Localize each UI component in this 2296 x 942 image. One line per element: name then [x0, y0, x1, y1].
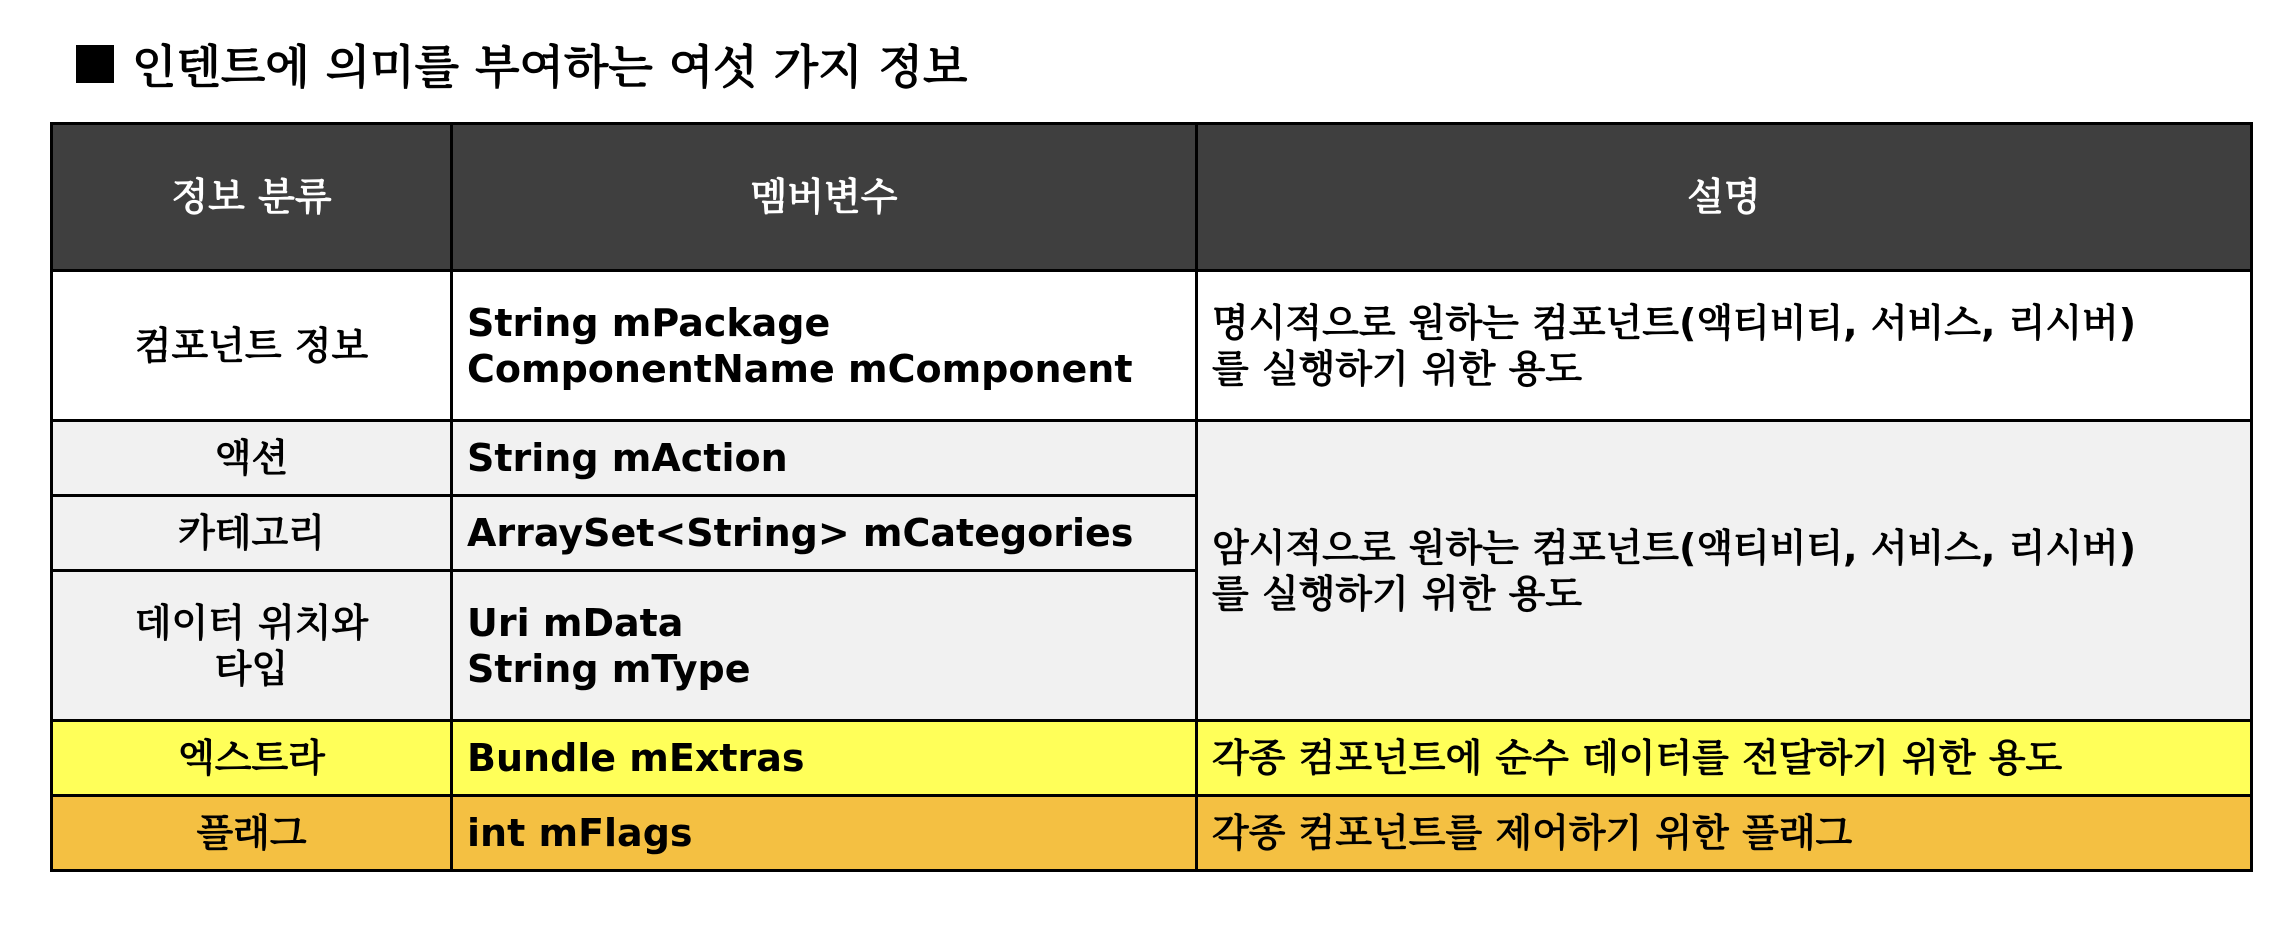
description-cell [1197, 421, 2252, 721]
member-text: Uri mData [467, 600, 684, 645]
member-text: ComponentName mComponent [467, 346, 1133, 391]
description-text: 암시적으로 원하는 컴포넌트(액티비티, 서비스, 리시버) [1212, 525, 2137, 570]
member-cell [452, 571, 1197, 721]
category-cell [52, 421, 452, 496]
description-text: 명시적으로 원하는 컴포넌트(액티비티, 서비스, 리시버) [1212, 300, 2137, 345]
category-cell [52, 571, 452, 721]
category-text: 카테고리 [178, 511, 325, 555]
category-text: 타입 [214, 646, 289, 691]
table-row [52, 796, 2252, 871]
table-row [52, 421, 2252, 496]
category-cell [52, 496, 452, 571]
intent-info-table [50, 122, 2253, 872]
header-category: 정보 분류 [52, 124, 452, 271]
description-cell [1197, 796, 2252, 871]
member-cell [452, 421, 1197, 496]
table-row [52, 271, 2252, 421]
header-member-variable: 멤버변수 [452, 124, 1197, 271]
table-row [52, 721, 2252, 796]
category-text: 엑스트라 [178, 736, 325, 780]
description-cell [1197, 721, 2252, 796]
description-text: 각종 컴포넌트를 제어하기 위한 플래그 [1212, 811, 1853, 855]
member-cell [452, 721, 1197, 796]
square-bullet-icon [76, 45, 114, 83]
member-text: int mFlags [467, 811, 693, 855]
member-text: String mType [467, 646, 751, 691]
page-title [76, 34, 968, 94]
member-cell [452, 796, 1197, 871]
category-cell [52, 271, 452, 421]
description-text: 를 실행하기 위한 용도 [1212, 571, 1583, 616]
description-text: 각종 컴포넌트에 순수 데이터를 전달하기 위한 용도 [1212, 736, 2063, 780]
member-text: ArraySet<String> mCategories [467, 511, 1134, 555]
category-cell [52, 721, 452, 796]
member-text: String mPackage [467, 300, 831, 345]
category-text: 플래그 [196, 811, 307, 855]
category-cell [52, 796, 452, 871]
table-header-row [52, 124, 2252, 271]
description-text: 를 실행하기 위한 용도 [1212, 346, 1583, 391]
page-title-text: 인텐트에 의미를 부여하는 여섯 가지 정보 [132, 40, 968, 94]
category-text: 데이터 위치와 [134, 600, 369, 645]
category-text: 액션 [214, 436, 289, 480]
description-cell [1197, 271, 2252, 421]
member-text: Bundle mExtras [467, 736, 805, 780]
category-text: 컴포넌트 정보 [134, 323, 369, 368]
member-text: String mAction [467, 436, 788, 480]
header-description: 설명 [1197, 124, 2252, 271]
member-cell [452, 496, 1197, 571]
member-cell [452, 271, 1197, 421]
